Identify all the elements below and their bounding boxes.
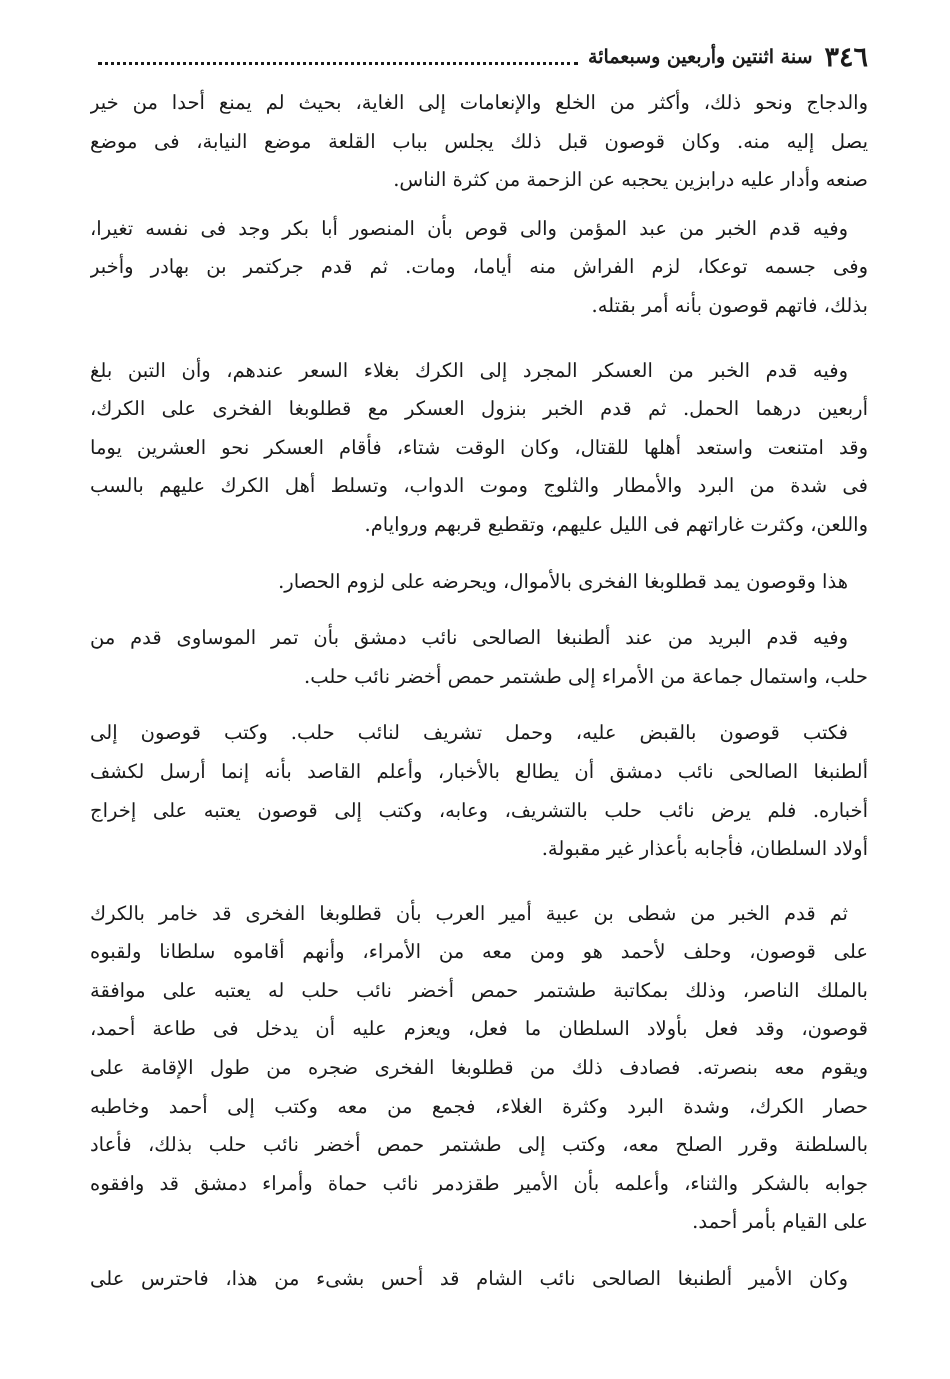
text-line: على قوصون، وحلف لأحمد هو ومن معه من الأمراء، وأنهم أقاموه سلطانا ولقبوه [90,940,868,964]
text-line: والدجاج ونحو ذلك، وأكثر من الخلع والإنعامات إلى الغاية، بحيث لم يمنع أحدا من خير [90,91,868,114]
text-line: بالملك الناصر، وذلك بمكاتبة طشتمر حمص أخضر نائب حلب له يعتبه على موافقة [90,978,868,1002]
text-line: وفيه قدم الخبر من عبد المؤمن والى قوص بأن المنصور أبا بكر وجد فى نفسه تغيرا، [90,216,848,240]
text-line: ألطنبغا الصالحى نائب دمشق أن يطالع بالأخبار، وأعلم القاصد بأنه إنما أرسل لكشف [90,759,868,783]
text-line: وقد امتنعت واستعد أهلها للقتال، وكان الوقت شتاء، فأقام العسكر نحو العشرين يوما [90,435,868,459]
text-line: صنعه وأدار عليه درابزين يحجبه عن الزحمة من كثرة الناس. [393,168,868,192]
text-line: حلب، واستمال جماعة من الأمراء إلى طشتمر حمص أخضر نائب حلب. [304,664,868,688]
paragraph [90,1260,868,1299]
text-line: أولاد السلطان، فأجابه بأعذار غير مقبولة. [541,837,868,861]
paragraph [90,210,868,326]
paragraph [90,619,868,696]
text-line: يصل إليه منه. وكان قوصون قبل ذلك يجلس بباب القلعة موضع النيابة، فى موضع [90,129,868,153]
running-title: سنة اثنتين وأربعين وسبعمائة [588,46,813,68]
paragraph [90,895,868,1242]
text-line: على القيام بأمر أحمد. [692,1210,868,1234]
text-line: فكتب قوصون بالقبض عليه، وحمل تشريف لنائب حلب. وكتب قوصون إلى [90,721,848,745]
text-line: أخباره. فلم يرض نائب حلب بالتشريف، وعابه، وكتب إلى قوصون يعتبه على إخراج [90,798,868,822]
page-number: ٣٤٦ [824,41,868,73]
text-line: ثم قدم الخبر من شطى بن عبية أمير العرب بأن قطلوبغا الفخرى قد خامر بالكرك [90,901,848,925]
text-line: وفيه قدم البريد من عند ألطنبغا الصالحى نائب دمشق بأن تمر الموساوى قدم من [90,626,848,650]
text-line: ويقوم معه بنصرته. فصادف ذلك من قطلوبغا الفخرى ضجره من طول الإقامة على [90,1056,868,1080]
text-line: بالسلطنة وقرر الصلح معه، وكتب إلى طشتمر حمص أخضر نائب حلب بذلك، فأعاد [90,1133,868,1157]
paragraph [90,563,868,602]
text-line: واللعن، وكثرت غاراتهم فى الليل عليهم، وتقطيع قربهم وروايام. [364,512,868,536]
text-line: قوصون، وقد فعل بأولاد السلطان ما فعل، ويعزم عليه أن يدخل فى طاعة أحمد، [90,1017,868,1041]
text-line: وفيه قدم الخبر من العسكر المجرد إلى الكرك بغلاء السعر عندهم، وأن التبن بلغ [90,358,848,382]
text-line: جوابه بالشكر والثناء، وأعلمه بأن الأمير طقزدمر نائب حماة وأمراء دمشق قد وافقوه [90,1171,868,1195]
text-line: وكان الأمير ألطنبغا الصالحى نائب الشام قد أحس بشىء من هذا، فاحترس على [90,1267,848,1291]
text-line: أربعين درهما الحمل. ثم قدم الخبر بنزول العسكر مع قطلوبغا الفخرى على الكرك، [90,397,868,421]
text-line: فى شدة من البرد والأمطار والثلوج وموت الدواب، وتسلط أهل الكرك عليهم بالسب [90,474,868,498]
header-dotted-leader [98,62,578,65]
text-line: بذلك، فاتهم قوصون بأنه أمر بقتله. [591,293,868,317]
text-line: حصار الكرك، وشدة البرد وكثرة الغلاء، فجمع من معه وكتب إلى أحمد وخاطبه [90,1094,868,1118]
page-header [88,34,868,80]
paragraph [90,352,868,545]
paragraph [90,84,868,200]
paragraph [90,714,868,868]
text-line: هذا وقوصون يمد قطلوبغا الفخرى بالأموال، ويحرضه على لزوم الحصار. [278,569,848,593]
page-body [90,84,868,1299]
text-line: وفى جسمه توعكا، لزم الفراش منه أياما، ومات. ثم قدم جركتمر بن بهادر وأخبر [90,255,868,279]
